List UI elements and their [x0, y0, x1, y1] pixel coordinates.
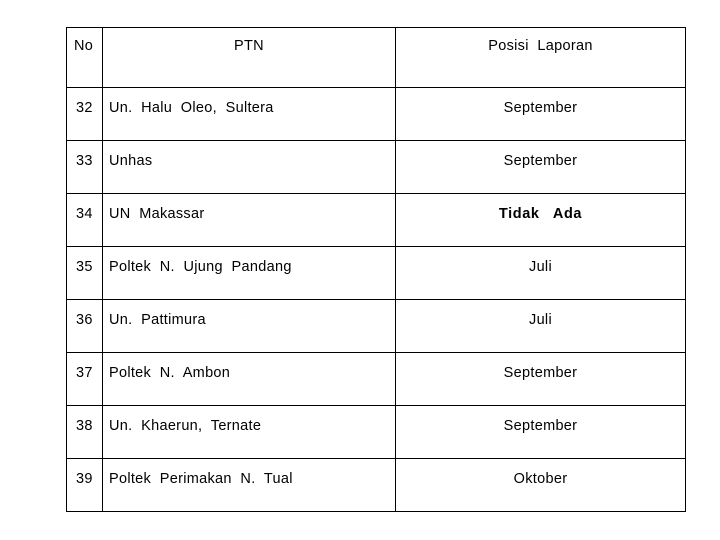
cell-no	[67, 141, 103, 194]
cell-ptn	[103, 88, 396, 141]
table-row	[67, 141, 686, 194]
table-row	[67, 88, 686, 141]
header-no	[67, 28, 103, 88]
cell-posisi	[396, 300, 686, 353]
cell-no	[67, 247, 103, 300]
cell-ptn-text: Poltek N. Ujung Pandang	[109, 259, 292, 275]
cell-no	[67, 88, 103, 141]
cell-no-text: 36	[76, 312, 93, 328]
cell-posisi-text: Juli	[529, 312, 552, 328]
header-posisi-laporan	[396, 28, 686, 88]
cell-posisi-text: Tidak Ada	[498, 206, 583, 222]
cell-no	[67, 406, 103, 459]
cell-ptn	[103, 459, 396, 512]
cell-ptn-text: Poltek Perimakan N. Tual	[109, 471, 293, 487]
table-row	[67, 247, 686, 300]
header-no-label: No	[74, 38, 94, 54]
cell-posisi	[396, 353, 686, 406]
header-ptn-label: PTN	[234, 38, 264, 54]
cell-posisi	[396, 247, 686, 300]
cell-ptn-text: Un. Halu Oleo, Sultera	[109, 100, 274, 116]
cell-posisi-text: September	[503, 365, 578, 381]
cell-ptn-text: UN Makassar	[109, 206, 205, 222]
cell-posisi	[396, 141, 686, 194]
cell-ptn-text: Un. Khaerun, Ternate	[109, 418, 262, 434]
cell-posisi-text: Juli	[529, 259, 552, 275]
table-row	[67, 459, 686, 512]
cell-posisi-text: September	[503, 418, 578, 434]
cell-no-text: 39	[76, 471, 93, 487]
cell-no-text: 37	[76, 365, 93, 381]
cell-posisi-text: September	[503, 153, 578, 169]
ptn-report-table	[66, 27, 686, 512]
table-row	[67, 353, 686, 406]
cell-no	[67, 353, 103, 406]
cell-no	[67, 459, 103, 512]
cell-ptn-text: Un. Pattimura	[109, 312, 206, 328]
cell-no-text: 35	[76, 259, 93, 275]
cell-ptn	[103, 353, 396, 406]
header-ptn	[103, 28, 396, 88]
cell-posisi	[396, 406, 686, 459]
cell-ptn	[103, 194, 396, 247]
cell-posisi	[396, 88, 686, 141]
table-header-row	[67, 28, 686, 88]
cell-ptn	[103, 141, 396, 194]
table-row	[67, 406, 686, 459]
table-row	[67, 300, 686, 353]
header-posisi-label: Posisi Laporan	[488, 38, 593, 54]
cell-no-text: 34	[76, 206, 93, 222]
cell-ptn-text: Unhas	[109, 153, 153, 169]
table-row	[67, 194, 686, 247]
cell-posisi-text: Oktober	[513, 471, 568, 487]
cell-ptn	[103, 300, 396, 353]
cell-ptn-text: Poltek N. Ambon	[109, 365, 231, 381]
cell-posisi	[396, 459, 686, 512]
cell-ptn	[103, 247, 396, 300]
cell-ptn	[103, 406, 396, 459]
cell-no	[67, 300, 103, 353]
cell-no-text: 38	[76, 418, 93, 434]
cell-no-text: 32	[76, 100, 93, 116]
cell-posisi-text: September	[503, 100, 578, 116]
cell-no-text: 33	[76, 153, 93, 169]
cell-posisi	[396, 194, 686, 247]
cell-no	[67, 194, 103, 247]
